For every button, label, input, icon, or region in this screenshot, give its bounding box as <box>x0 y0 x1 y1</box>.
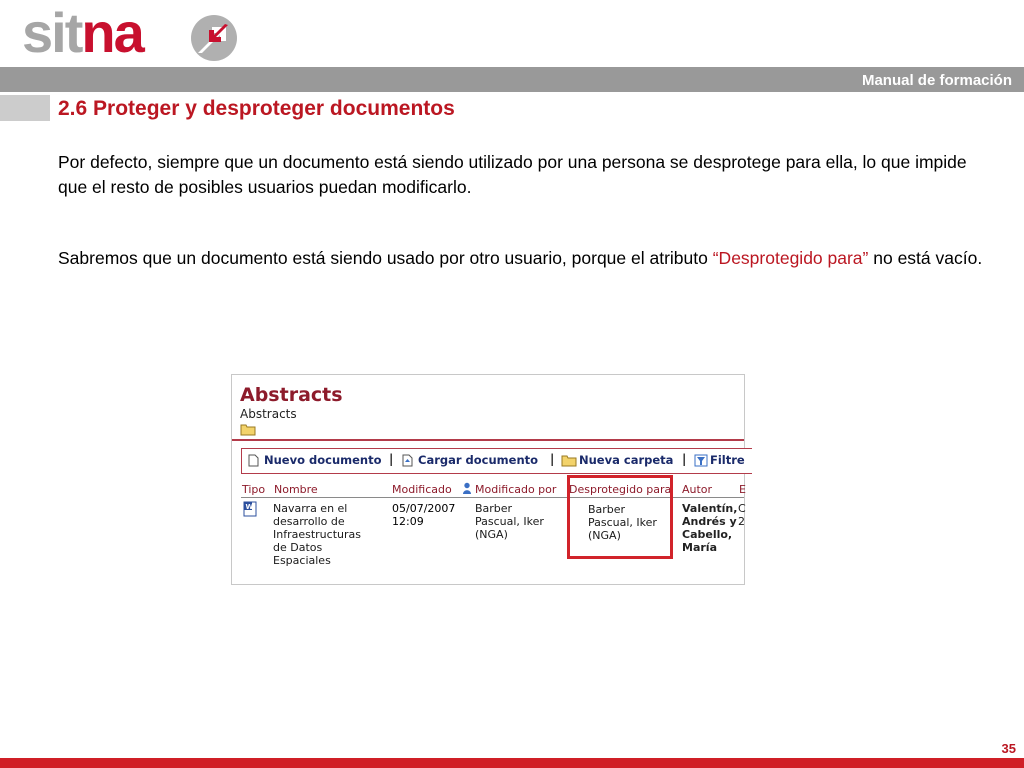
column-header-checked-out-to[interactable]: Desprotegido para <box>569 483 672 496</box>
section-title: 2.6 Proteger y desproteger documentos <box>58 97 455 120</box>
library-breadcrumb: Abstracts <box>240 407 297 421</box>
document-name-link[interactable]: Navarra en el desarrollo de Infraestructuras de Datos Espaciales <box>273 502 361 567</box>
page-number: 35 <box>1001 741 1016 756</box>
footer-bar <box>0 758 1024 768</box>
filters-button[interactable]: Filtre <box>710 453 745 467</box>
header-band <box>0 67 1024 92</box>
document-modified-by[interactable]: Barber Pascual, Iker (NGA) <box>475 502 544 541</box>
document-library-screenshot <box>231 374 745 585</box>
paragraph-2-text: Sabremos que un documento está siendo usado por otro usuario, porque el atributo <box>58 248 713 268</box>
library-toolbar <box>241 448 752 474</box>
upload-document-icon <box>402 454 413 467</box>
document-modified-date: 05/07/2007 12:09 <box>392 502 456 528</box>
upload-document-button[interactable]: Cargar documento <box>418 453 539 467</box>
new-folder-button[interactable]: Nueva carpeta <box>579 453 674 467</box>
word-document-icon[interactable] <box>243 501 258 517</box>
new-document-button[interactable]: Nuevo documento <box>264 453 382 467</box>
svg-text:sitna: sitna <box>22 1 143 64</box>
document-checked-out-to[interactable]: Barber Pascual, Iker (NGA) <box>588 503 657 542</box>
new-folder-icon <box>561 454 577 467</box>
library-title: Abstracts <box>240 384 343 406</box>
svg-text:W: W <box>245 503 254 511</box>
column-header-author[interactable]: Autor <box>682 483 713 496</box>
toolbar-separator: | <box>550 452 555 466</box>
column-header-extra[interactable]: E <box>739 483 746 496</box>
title-tab-marker <box>0 95 50 121</box>
attribute-highlight: “Desprotegido para” <box>712 248 869 268</box>
filter-icon <box>694 454 709 467</box>
document-extra-column: C 2 <box>738 502 746 528</box>
column-header-name[interactable]: Nombre <box>274 483 318 496</box>
manual-label: Manual de formación <box>861 72 1012 89</box>
checked-out-to-highlight <box>567 475 673 559</box>
column-header-modified-by[interactable]: Modificado por <box>475 483 557 496</box>
paragraph-2 <box>58 246 998 271</box>
new-document-icon <box>248 454 259 467</box>
document-author: Valentín, Andrés y Cabello, María <box>682 502 738 554</box>
toolbar-separator: | <box>682 452 687 466</box>
folder-icon[interactable] <box>240 423 256 436</box>
toolbar-separator: | <box>389 452 394 466</box>
column-header-modified[interactable]: Modificado <box>392 483 452 496</box>
title-divider <box>232 439 744 441</box>
paragraph-1: Por defecto, siempre que un documento está siendo utilizado por una persona se desprotege para ella, lo que impide que el resto de posibles usuarios puedan modificarlo. <box>58 152 967 197</box>
sitna-logo <box>22 1 240 64</box>
paragraph-2-end: no está vacío. <box>868 248 983 268</box>
user-icon <box>462 482 472 495</box>
column-header-type[interactable]: Tipo <box>242 483 266 496</box>
